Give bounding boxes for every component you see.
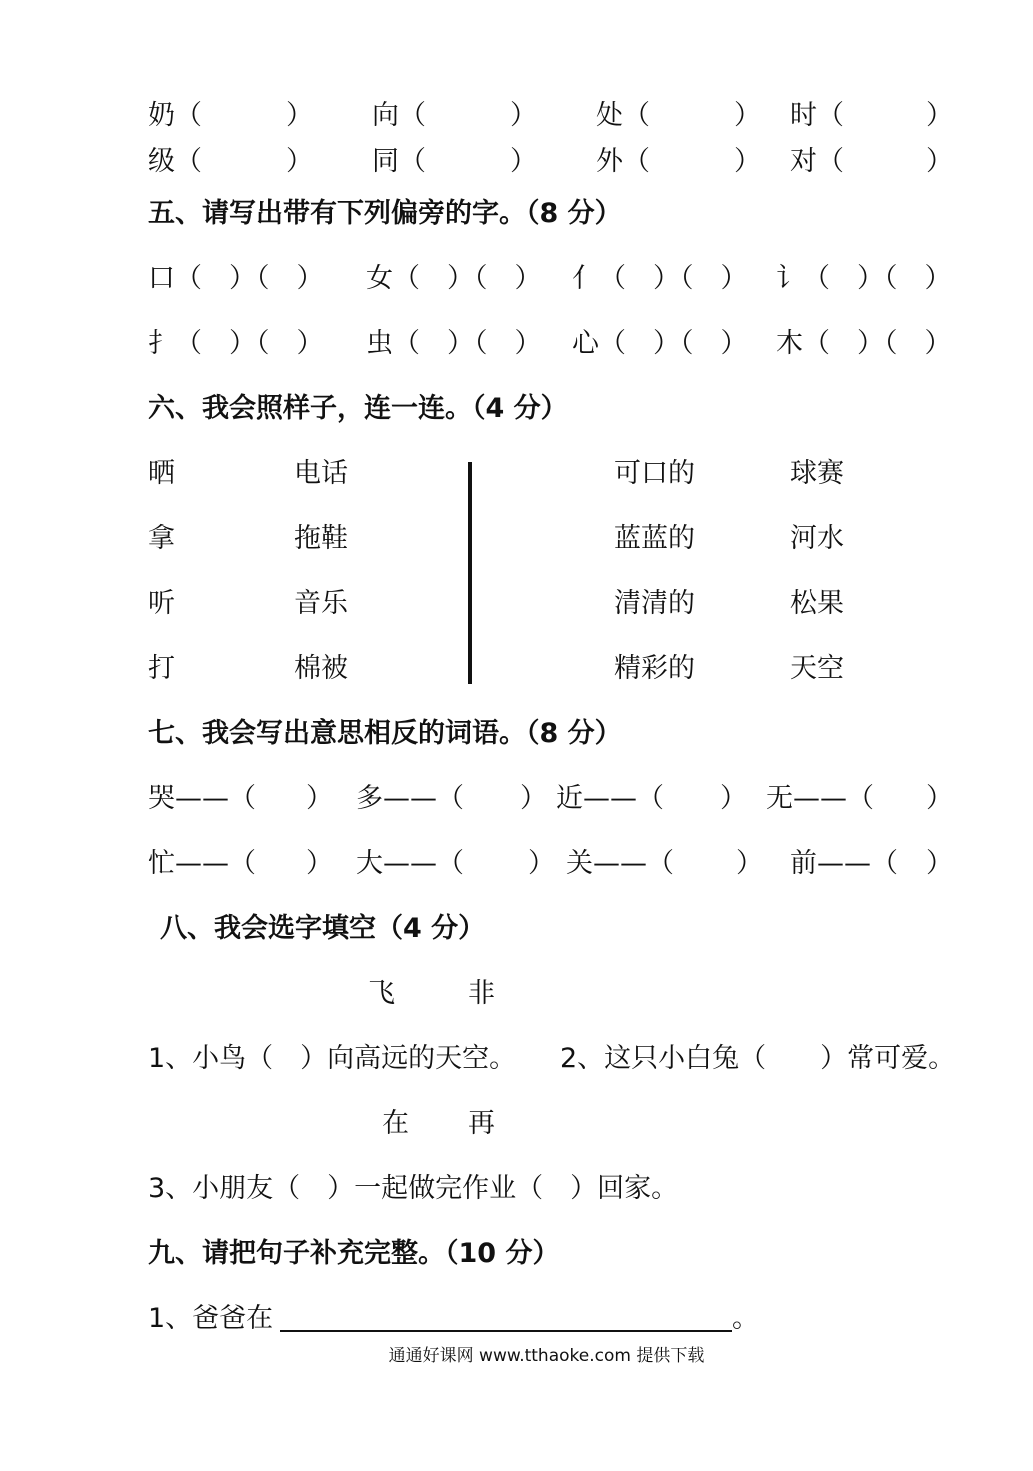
sec7-row2-item1-close: ） xyxy=(306,848,333,879)
sec8-question-3: 3、小朋友（ ）一起做完作业（ ）回家。 xyxy=(148,1173,679,1204)
sec4-row1-item4-close: ） xyxy=(926,100,953,131)
sec6-adjective: 蓝蓝的 xyxy=(614,523,695,554)
sec7-row1-item1: 哭——（ xyxy=(148,783,256,814)
sec6-object: 松果 xyxy=(790,588,844,619)
sec6-adjective: 可口的 xyxy=(614,458,695,489)
sec8-title: 八、我会选字填空（4 分） xyxy=(160,913,486,944)
sec7-row2-item1: 忙——（ xyxy=(148,848,256,879)
sec8-choice-fei1: 飞 xyxy=(368,978,395,1009)
sec4-row2-item3-close: ） xyxy=(734,146,761,177)
sec6-adjective: 清清的 xyxy=(614,588,695,619)
sec5-row1-item3: 亻（ ）（ ） xyxy=(572,263,748,294)
sec4-row1-item2-open: 向（ xyxy=(372,100,426,131)
sec6-object: 球赛 xyxy=(790,458,844,489)
sec8-choice-fei2: 非 xyxy=(468,978,495,1009)
sec4-row1-item1-open: 奶（ xyxy=(148,100,202,131)
sec7-row1-item4-close: ） xyxy=(926,783,953,814)
sec4-row2-item2-open: 同（ xyxy=(372,146,426,177)
sec5-row2-item4: 木（ ）（ ） xyxy=(776,328,952,359)
sec5-row1-item2: 女（ ）（ ） xyxy=(366,263,542,294)
sec4-row2-item2-close: ） xyxy=(510,146,537,177)
sec9-question-1-prefix: 1、爸爸在 xyxy=(148,1303,274,1334)
sec5-row1-item4: 讠（ ）（ ） xyxy=(776,263,952,294)
sec5-title: 五、请写出带有下列偏旁的字。（8 分） xyxy=(148,198,622,229)
sec4-row1-item2-close: ） xyxy=(510,100,537,131)
sec4-row2-item1-close: ） xyxy=(286,146,313,177)
sec7-row1-item4: 无——（ xyxy=(766,783,874,814)
sec6-object: 河水 xyxy=(790,523,844,554)
page-footer: 通通好课网 www.tthaoke.com 提供下载 xyxy=(388,1346,705,1366)
sec7-title: 七、我会写出意思相反的词语。（8 分） xyxy=(148,718,622,749)
sec7-row1-item2: 多——（ xyxy=(356,783,464,814)
sec6-noun: 音乐 xyxy=(294,588,348,619)
sec7-row1-item3: 近——（ xyxy=(556,783,664,814)
sec7-row2-item4: 前——（ xyxy=(790,848,898,879)
sec4-row2-item1-open: 级（ xyxy=(148,146,202,177)
sec6-noun: 拖鞋 xyxy=(294,523,348,554)
sec9-answer-line xyxy=(280,1330,732,1332)
sec5-row2-item2: 虫（ ）（ ） xyxy=(366,328,542,359)
sec7-row2-item4-close: ） xyxy=(926,848,953,879)
sec6-divider xyxy=(468,462,472,684)
sec6-title: 六、我会照样子，连一连。（4 分） xyxy=(148,393,568,424)
sec4-row2-item3-open: 外（ xyxy=(596,146,650,177)
sec9-title: 九、请把句子补充完整。（10 分） xyxy=(148,1238,560,1269)
sec6-noun: 电话 xyxy=(294,458,348,489)
sec7-row2-item2: 大——（ xyxy=(356,848,464,879)
sec5-row2-item3: 心（ ）（ ） xyxy=(572,328,748,359)
sec9-question-1-suffix: 。 xyxy=(732,1303,759,1334)
sec4-row2-item4-close: ） xyxy=(926,146,953,177)
sec6-verb: 拿 xyxy=(148,523,175,554)
sec4-row1-item4-open: 时（ xyxy=(790,100,844,131)
sec6-verb: 听 xyxy=(148,588,175,619)
sec7-row1-item1-close: ） xyxy=(306,783,333,814)
sec8-choice-zai1: 在 xyxy=(382,1108,409,1139)
sec7-row2-item3-close: ） xyxy=(736,848,763,879)
sec6-verb: 晒 xyxy=(148,458,175,489)
sec7-row1-item2-close: ） xyxy=(520,783,547,814)
sec6-noun: 棉被 xyxy=(294,653,348,684)
sec7-row1-item3-close: ） xyxy=(720,783,747,814)
sec4-row1-item1-close: ） xyxy=(286,100,313,131)
sec4-row1-item3-open: 处（ xyxy=(596,100,650,131)
sec5-row1-item1: 口（ ）（ ） xyxy=(148,263,324,294)
sec8-choice-zai2: 再 xyxy=(468,1108,495,1139)
sec7-row2-item3: 关——（ xyxy=(566,848,674,879)
sec6-adjective: 精彩的 xyxy=(614,653,695,684)
sec6-verb: 打 xyxy=(148,653,175,684)
sec8-question-2: 2、这只小白兔（ ）常可爱。 xyxy=(560,1043,956,1074)
sec5-row2-item1: 扌（ ）（ ） xyxy=(148,328,324,359)
sec4-row2-item4-open: 对（ xyxy=(790,146,844,177)
sec4-row1-item3-close: ） xyxy=(734,100,761,131)
sec8-question-1: 1、小鸟（ ）向高远的天空。 xyxy=(148,1043,517,1074)
sec7-row2-item2-close: ） xyxy=(528,848,555,879)
sec6-object: 天空 xyxy=(790,653,844,684)
